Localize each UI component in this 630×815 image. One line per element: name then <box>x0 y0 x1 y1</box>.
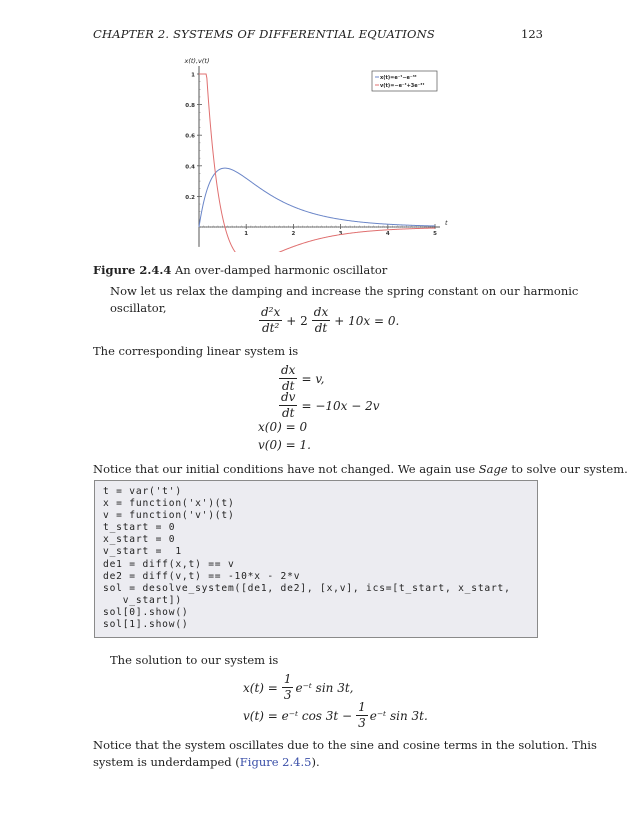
system-eq-4: v(0) = 1. <box>258 438 311 452</box>
system-eq-3: x(0) = 0 <box>258 420 308 434</box>
sol2-lhs: v(t) = e⁻ᵗ cos 3t − <box>243 708 353 723</box>
main-equation <box>258 306 399 335</box>
legend-entry-2: v(t)=−e⁻ᵗ+3e⁻³ᵗ <box>380 83 425 89</box>
para3-a: Notice that our initial conditions have not changed. We again use <box>93 462 479 476</box>
sol2-rhs: e⁻ᵗ sin 3t. <box>369 708 428 723</box>
eq-num-1: d²x <box>261 305 281 319</box>
system-eq-2 <box>278 391 380 420</box>
sage-code[interactable]: t = var('t') x = function('x')(t) v = function('v')(t) t_start = 0 x_start = 0 v_start = 1 de1 = diff(x,t) == v de2 = diff(v,t) == -10*x - 2*v sol = desolve_system([de1, de2], [x,v], ics=[t_start, x_start, v_start]) sol[0].show() sol[1].show() <box>103 486 511 631</box>
paragraph-solution: The solution to our system is <box>110 653 279 667</box>
solution-eq-1 <box>243 673 354 702</box>
solution-eq-2 <box>243 701 428 730</box>
sol1-rhs: e⁻ᵗ sin 3t, <box>295 680 354 695</box>
x-tick-label: 2 <box>291 231 296 237</box>
y-tick-label: 0.8 <box>185 103 195 110</box>
sol2-den: 3 <box>358 716 366 730</box>
y-tick-label: 1 <box>191 72 195 79</box>
para5-c: ). <box>311 755 320 769</box>
sys1-den: dt <box>281 379 295 393</box>
running-header: CHAPTER 2. SYSTEMS OF DIFFERENTIAL EQUATIONS <box>93 27 435 41</box>
paragraph-intro: Now let us relax the damping and increase the spring constant on our harmonic oscillator, <box>110 284 579 315</box>
plot-legend <box>372 71 437 91</box>
sage-word: Sage <box>478 462 508 476</box>
eq-mid: + 2 <box>286 313 308 328</box>
figure-caption-text: An over-damped harmonic oscillator <box>171 263 388 277</box>
sys1-rhs: = v, <box>301 371 325 386</box>
x-tick-label: 1 <box>244 231 249 237</box>
sol1-num: 1 <box>283 672 292 686</box>
oscillator-plot <box>180 52 450 252</box>
sol1-den: 3 <box>283 688 292 702</box>
y-tick-label: 0.4 <box>185 164 195 171</box>
x-tick-label: 3 <box>338 231 343 237</box>
page-number: 123 <box>521 27 543 41</box>
para3-c: to solve our system. <box>507 462 628 476</box>
plot-curves <box>199 74 435 252</box>
system-eq-1 <box>278 364 325 393</box>
eq-den-1: dt² <box>261 321 280 335</box>
sage-code-block[interactable] <box>94 480 538 638</box>
sys2-rhs: = −10x − 2v <box>301 398 380 413</box>
sys2-num: dv <box>281 390 296 404</box>
x-tick-label: 4 <box>385 231 390 237</box>
figure-label: Figure 2.4.4 <box>93 263 172 277</box>
eq-end: + 10x = 0. <box>334 313 400 328</box>
y-tick-label: 0.2 <box>185 194 195 201</box>
sys2-den: dt <box>281 406 295 420</box>
paragraph-conclusion-2 <box>93 754 320 771</box>
figure-caption <box>93 263 387 277</box>
paragraph-system: The corresponding linear system is <box>93 344 299 358</box>
sol1-lhs: x(t) = <box>243 680 278 695</box>
figure-link[interactable]: Figure 2.4.5 <box>239 755 312 769</box>
x-axis-label: t <box>445 219 448 227</box>
series-line-1 <box>199 168 435 227</box>
sol2-num: 1 <box>358 700 366 714</box>
y-tick-label: 0.6 <box>185 133 195 140</box>
para5-b: system is underdamped ( <box>93 755 240 769</box>
paragraph-conclusion-1: Notice that the system oscillates due to the sine and cosine terms in the solution. This <box>93 738 597 752</box>
eq-den-2: dt <box>314 321 328 335</box>
x-tick-label: 5 <box>433 231 437 237</box>
sys1-num: dx <box>281 363 296 377</box>
eq-num-2: dx <box>313 305 329 319</box>
paragraph-sage <box>93 461 628 478</box>
legend-entry-1: x(t)=e⁻ᵗ−e⁻³ᵗ <box>380 75 417 81</box>
y-axis-label: x(t),v(t) <box>184 57 210 65</box>
